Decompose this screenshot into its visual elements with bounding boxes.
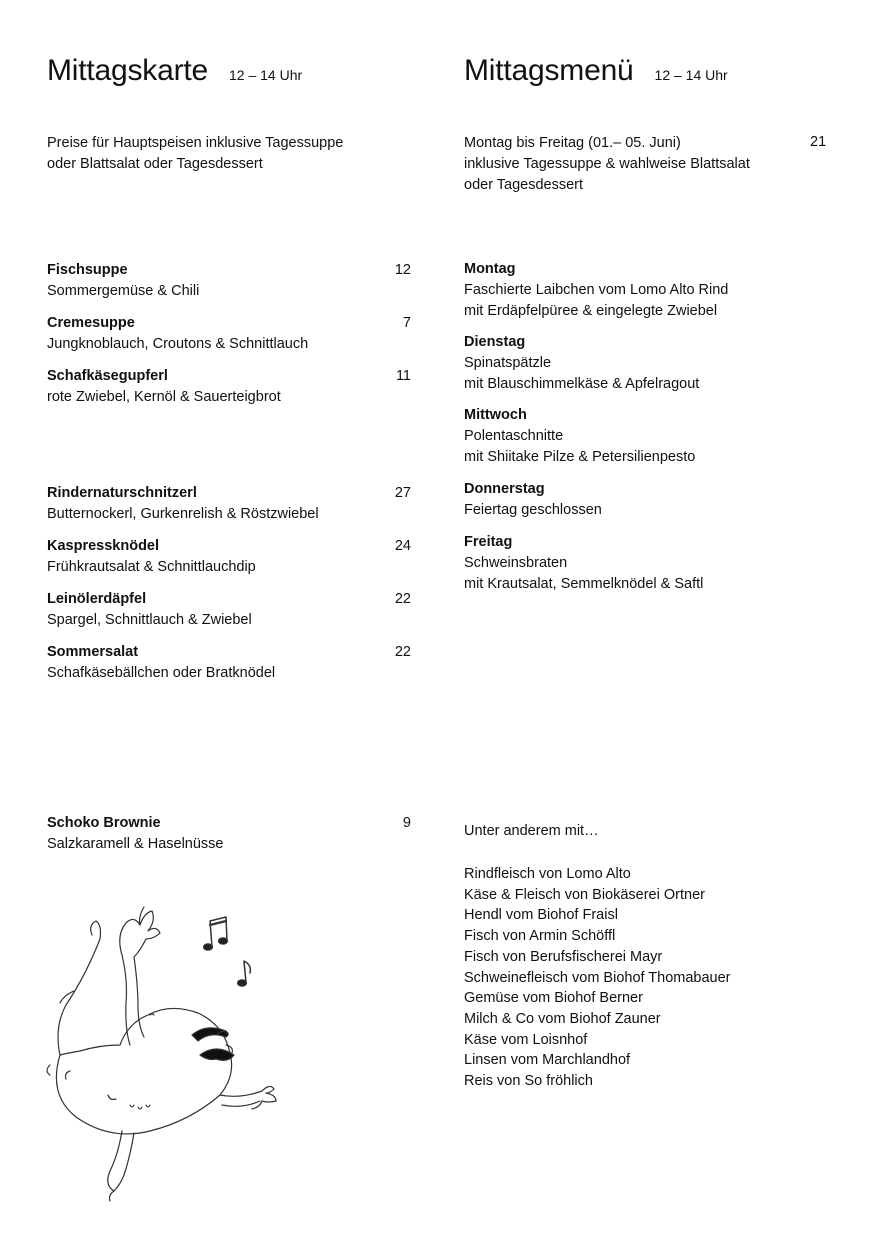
item-name: Rindernaturschnitzerl xyxy=(47,485,197,501)
supplier-item: Reis von So fröhlich xyxy=(464,1073,593,1090)
supplier-item: Fisch von Armin Schöffl xyxy=(464,928,616,945)
item-description: Butternockerl, Gurkenrelish & Röstzwiebel xyxy=(47,506,319,522)
day-montag xyxy=(464,259,728,322)
item-description: Schafkäsebällchen oder Bratknödel xyxy=(47,665,276,681)
item-price: 22 xyxy=(394,591,411,607)
item-description: Frühkrautsalat & Schnittlauchdip xyxy=(47,559,256,575)
item-name: Schafkäsegupferl xyxy=(47,368,168,384)
item-description: rote Zwiebel, Kernöl & Sauerteigbrot xyxy=(47,389,281,405)
item-price: 12 xyxy=(394,262,411,278)
item-name: Leinölerdäpfel xyxy=(47,591,147,607)
day-dish: mit Erdäpfelpüree & eingelegte Zwiebel xyxy=(464,303,718,319)
day-dish: mit Shiitake Pilze & Petersilienpesto xyxy=(464,449,696,465)
supplier-item: Schweinefleisch vom Biohof Thomabauer xyxy=(464,969,731,986)
item-name: Sommersalat xyxy=(47,644,139,660)
menu-item-fischsuppe xyxy=(47,260,411,302)
day-name: Donnerstag xyxy=(464,481,545,497)
music-notes-icon xyxy=(204,917,251,986)
item-price: 11 xyxy=(395,368,411,384)
day-donnerstag xyxy=(464,479,602,521)
supplier-item: Käse & Fleisch von Biokäserei Ortner xyxy=(464,886,705,903)
day-name: Freitag xyxy=(464,534,513,550)
day-freitag xyxy=(464,532,703,595)
intro-line: Preise für Hauptspeisen inklusive Tagessuppe xyxy=(47,135,344,151)
item-name: Schoko Brownie xyxy=(47,815,161,831)
lunch-menu-price: 21 xyxy=(810,134,827,150)
item-price: 24 xyxy=(394,538,411,554)
day-dish: Spinatspätzle xyxy=(464,355,552,371)
supplier-item: Milch & Co vom Biohof Zauner xyxy=(464,1010,661,1027)
item-description: Jungknoblauch, Croutons & Schnittlauch xyxy=(47,336,309,352)
lunch-menu-title: Mittagsmenü xyxy=(464,54,634,87)
menu-item-rindernaturschnitzerl xyxy=(47,483,411,525)
supplier-item: Gemüse vom Biohof Berner xyxy=(464,990,643,1007)
item-description: Sommergemüse & Chili xyxy=(47,283,200,299)
item-name: Fischsuppe xyxy=(47,262,128,278)
day-name: Mittwoch xyxy=(464,407,527,423)
item-price: 27 xyxy=(394,485,411,501)
supplier-item: Käse vom Loisnhof xyxy=(464,1031,588,1048)
intro-line: oder Tagesdessert xyxy=(464,177,584,193)
supplier-item: Hendl vom Biohof Fraisl xyxy=(464,907,618,924)
intro-line: Montag bis Freitag (01.– 05. Juni) xyxy=(464,135,681,151)
day-dish: mit Blauschimmelkäse & Apfelragout xyxy=(464,376,700,392)
lunch-menu-header xyxy=(464,54,728,88)
supplier-item: Fisch von Berufsfischerei Mayr xyxy=(464,948,663,965)
day-dish: Feiertag geschlossen xyxy=(464,502,602,518)
day-dish: Faschierte Laibchen vom Lomo Alto Rind xyxy=(464,282,729,298)
menu-item-schoko-brownie xyxy=(47,813,411,855)
suppliers-intro: Unter anderem mit… xyxy=(464,823,599,839)
lunch-menu-intro xyxy=(464,133,750,196)
menu-item-cremesuppe xyxy=(47,313,411,355)
day-mittwoch xyxy=(464,405,695,468)
day-dish: mit Krautsalat, Semmelknödel & Saftl xyxy=(464,576,704,592)
item-description: Salzkaramell & Haselnüsse xyxy=(47,836,224,852)
day-dienstag xyxy=(464,332,699,395)
day-name: Montag xyxy=(464,261,516,277)
menu-item-leinoelerdaepfel xyxy=(47,589,411,631)
item-price: 22 xyxy=(394,644,411,660)
lunch-card-time: 12 – 14 Uhr xyxy=(229,67,303,83)
lunch-card-header xyxy=(47,54,302,88)
item-price: 9 xyxy=(402,815,411,831)
lunch-card-intro xyxy=(47,133,343,175)
menu-item-sommersalat xyxy=(47,642,411,684)
suppliers-list xyxy=(464,864,731,1092)
item-price: 7 xyxy=(402,315,411,331)
intro-line: oder Blattsalat oder Tagesdessert xyxy=(47,156,263,172)
day-dish: Schweinsbraten xyxy=(464,555,568,571)
item-name: Cremesuppe xyxy=(47,315,135,331)
dancing-character-illustration xyxy=(30,895,310,1205)
menu-item-schafkaesegupferl xyxy=(47,366,411,408)
item-description: Spargel, Schnittlauch & Zwiebel xyxy=(47,612,252,628)
supplier-item: Rindfleisch von Lomo Alto xyxy=(464,866,631,882)
lunch-card-title: Mittagskarte xyxy=(47,54,208,87)
supplier-item: Linsen vom Marchlandhof xyxy=(464,1052,631,1069)
day-name: Dienstag xyxy=(464,334,526,350)
item-name: Kaspressknödel xyxy=(47,538,160,554)
day-dish: Polentaschnitte xyxy=(464,428,564,444)
lunch-menu-time: 12 – 14 Uhr xyxy=(654,67,728,83)
intro-line: inklusive Tagessuppe & wahlweise Blattsalat xyxy=(464,156,750,172)
menu-item-kaspressknoedel xyxy=(47,536,411,578)
